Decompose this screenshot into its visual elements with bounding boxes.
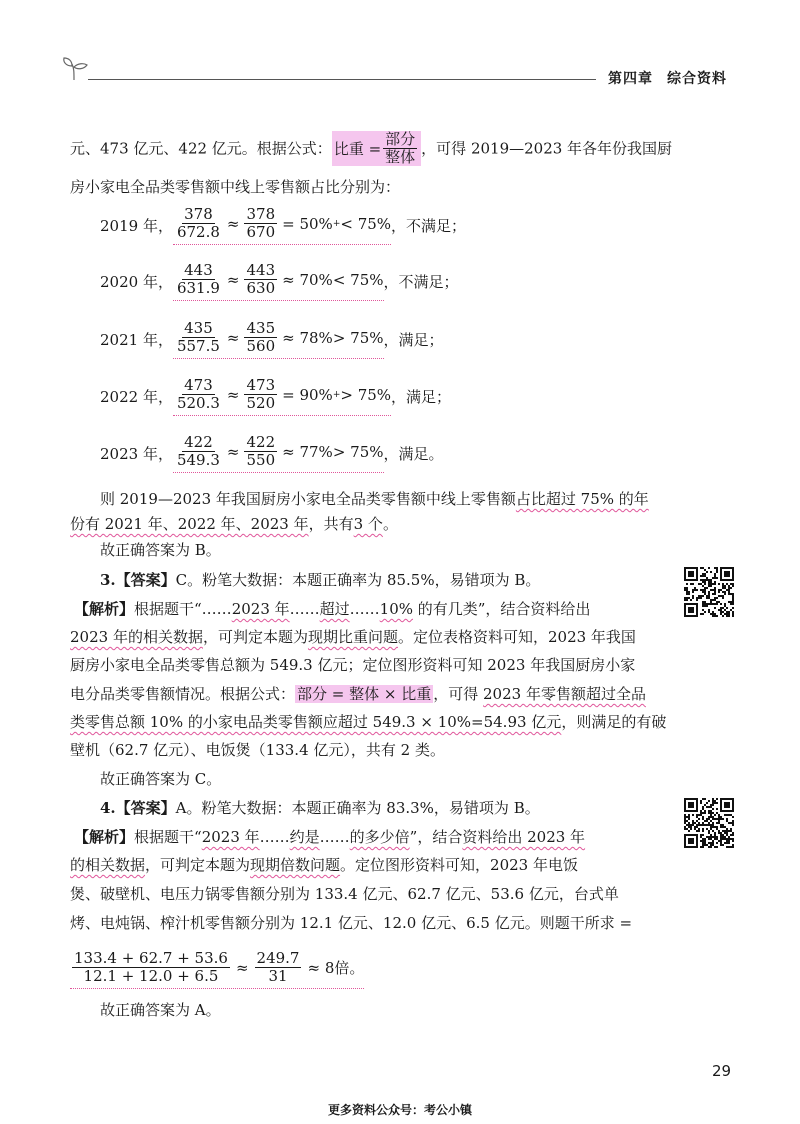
footer-text: 更多资料公众号：考公小镇 bbox=[327, 1103, 472, 1117]
calc-fraction-approx: $\frac{435}{560}$ bbox=[246, 319, 276, 355]
q4-analysis-line-2: 的相关数据，可判定本题为现期倍数问题。定位图形资料可知，2023 年电饭 bbox=[70, 856, 578, 874]
chapter-header bbox=[608, 68, 727, 88]
intro-line-1: 元、473 亿元、422 亿元。根据公式： 比重 = $\frac{\text{部分}}{\text{整体}}$ ，可得 2019—2023 年各年份我国厨 bbox=[70, 130, 673, 166]
q3-analysis-line-6: 壁机（62.7 亿元）、电饭煲（133.4 亿元），共有 2 类。 bbox=[70, 741, 445, 759]
calc-fraction-approx: $\frac{422}{550}$ bbox=[246, 433, 276, 469]
q4-analysis-line-3: 煲、破壁机、电压力锅零售额分别为 133.4 亿元、62.7 亿元、53.6 亿元，台式单 bbox=[70, 885, 619, 903]
calc-fraction-exact: $\frac{422}{549.3}$ bbox=[176, 433, 220, 469]
formula-fraction: $\frac{\text{部分}}{\text{整体}}$ bbox=[385, 130, 416, 166]
leaf-icon bbox=[60, 54, 90, 82]
q4-answer-line: 4.【答案】A。粉笔大数据：本题正确率为 83.3%，易错项为 B。 bbox=[100, 799, 540, 817]
calc-row: 2023 年， $\frac{422}{549.3}$ ≈ $\frac{422}{550}$ ≈ 77% > 75% ，满足。 bbox=[100, 434, 444, 473]
q4-analysis-line-4: 烤、电炖锅、榨汁机零售额分别为 12.1 亿元、12.0 亿元、6.5 亿元。则题干所求 = bbox=[70, 914, 633, 932]
calc-row: 2021 年， $\frac{435}{557.5}$ ≈ $\frac{435}{560}$ ≈ 78% > 75% ，满足； bbox=[100, 320, 444, 359]
conclusion-line-1: 则 2019—2023 年我国厨房小家电全品类零售额中线上零售额占比超过 75% 的年 bbox=[100, 490, 649, 508]
calc-expression: $\frac{422}{549.3}$ ≈ $\frac{422}{550}$ ≈ 77% > 75% bbox=[173, 434, 384, 473]
calc-fraction-exact: $\frac{473}{520.3}$ bbox=[176, 376, 220, 412]
header-rule bbox=[88, 79, 596, 80]
answer-q3: 故正确答案为 C。 bbox=[100, 770, 222, 788]
calc-fraction-approx: $\frac{378}{670}$ bbox=[246, 205, 276, 241]
calc-fraction-approx: $\frac{473}{520}$ bbox=[246, 376, 276, 412]
q4-formula: $\frac{133.4 + 62.7 + 53.6}{12.1 + 12.0 + 6.5}$ ≈ $\frac{249.7}{31}$ ≈ 8倍。 bbox=[70, 950, 364, 989]
answer-q2: 故正确答案为 B。 bbox=[100, 541, 221, 559]
q4-sum-fraction: $\frac{133.4 + 62.7 + 53.6}{12.1 + 12.0 + 6.5}$ bbox=[74, 949, 228, 985]
page-number: 29 bbox=[712, 1062, 732, 1080]
chapter-number: 第四章 bbox=[608, 71, 653, 87]
calc-expression: $\frac{435}{557.5}$ ≈ $\frac{435}{560}$ ≈ 78% > 75% bbox=[173, 320, 384, 359]
calc-expression: $\frac{378}{672.8}$ ≈ $\frac{378}{670}$ = 50% + < 75% bbox=[173, 206, 391, 245]
qr-code-q3-icon[interactable] bbox=[684, 567, 734, 617]
q3-analysis-line-4: 电分品类零售额情况。根据公式： 部分 = 整体 × 比重 ，可得 2023 年零售额超过全品 bbox=[70, 685, 646, 703]
calc-fraction-exact: $\frac{435}{557.5}$ bbox=[176, 319, 220, 355]
intro-line-2: 房小家电全品类零售额中线上零售额占比分别为： bbox=[70, 178, 401, 196]
q4-analysis-line-1: 【解析】根据题干“2023 年……约是……的多少倍”，结合资料给出 2023 年 bbox=[74, 828, 586, 846]
q3-analysis-line-1: 【解析】根据题干“……2023 年……超过……10% 的有几类”，结合资料给出 bbox=[74, 600, 591, 618]
calc-expression: $\frac{473}{520.3}$ ≈ $\frac{473}{520}$ = 90% + > 75% bbox=[173, 377, 391, 416]
qr-code-q4-icon[interactable] bbox=[684, 798, 734, 848]
formula-highlight: 比重 = $\frac{\text{部分}}{\text{整体}}$ bbox=[332, 131, 421, 166]
q3-analysis-line-3: 厨房小家电全品类零售总额为 549.3 亿元；定位图形资料可知 2023 年我国厨房小家 bbox=[70, 656, 636, 674]
calc-fraction-exact: $\frac{378}{672.8}$ bbox=[176, 205, 220, 241]
calc-expression: $\frac{443}{631.9}$ ≈ $\frac{443}{630}$ ≈ 70% < 75% bbox=[173, 262, 384, 301]
calc-row: 2020 年， $\frac{443}{631.9}$ ≈ $\frac{443}{630}$ ≈ 70% < 75% ，不满足； bbox=[100, 262, 459, 301]
calc-row: 2022 年， $\frac{473}{520.3}$ ≈ $\frac{473}{520}$ = 90% + > 75% ，满足； bbox=[100, 377, 451, 416]
q3-analysis-line-2: 2023 年的相关数据，可判定本题为现期比重问题。定位表格资料可知，2023 年我国 bbox=[70, 628, 636, 646]
q4-total-fraction: $\frac{249.7}{31}$ bbox=[256, 949, 300, 985]
conclusion-line-2: 份有 2021 年、2022 年、2023 年，共有3 个。 bbox=[70, 515, 398, 533]
calc-fraction-approx: $\frac{443}{630}$ bbox=[246, 261, 276, 297]
q3-analysis-line-5: 类零售总额 10% 的小家电品类零售额应超过 549.3 × 10%=54.93 亿元，则满足的有破 bbox=[70, 713, 667, 731]
chapter-section: 综合资料 bbox=[667, 71, 727, 87]
answer-q4: 故正确答案为 A。 bbox=[100, 1001, 221, 1019]
q3-answer-line: 3.【答案】C。粉笔大数据：本题正确率为 85.5%，易错项为 B。 bbox=[100, 571, 541, 589]
calc-row: 2019 年， $\frac{378}{672.8}$ ≈ $\frac{378}{670}$ = 50% + < 75% ，不满足； bbox=[100, 206, 466, 245]
calc-fraction-exact: $\frac{443}{631.9}$ bbox=[176, 261, 220, 297]
